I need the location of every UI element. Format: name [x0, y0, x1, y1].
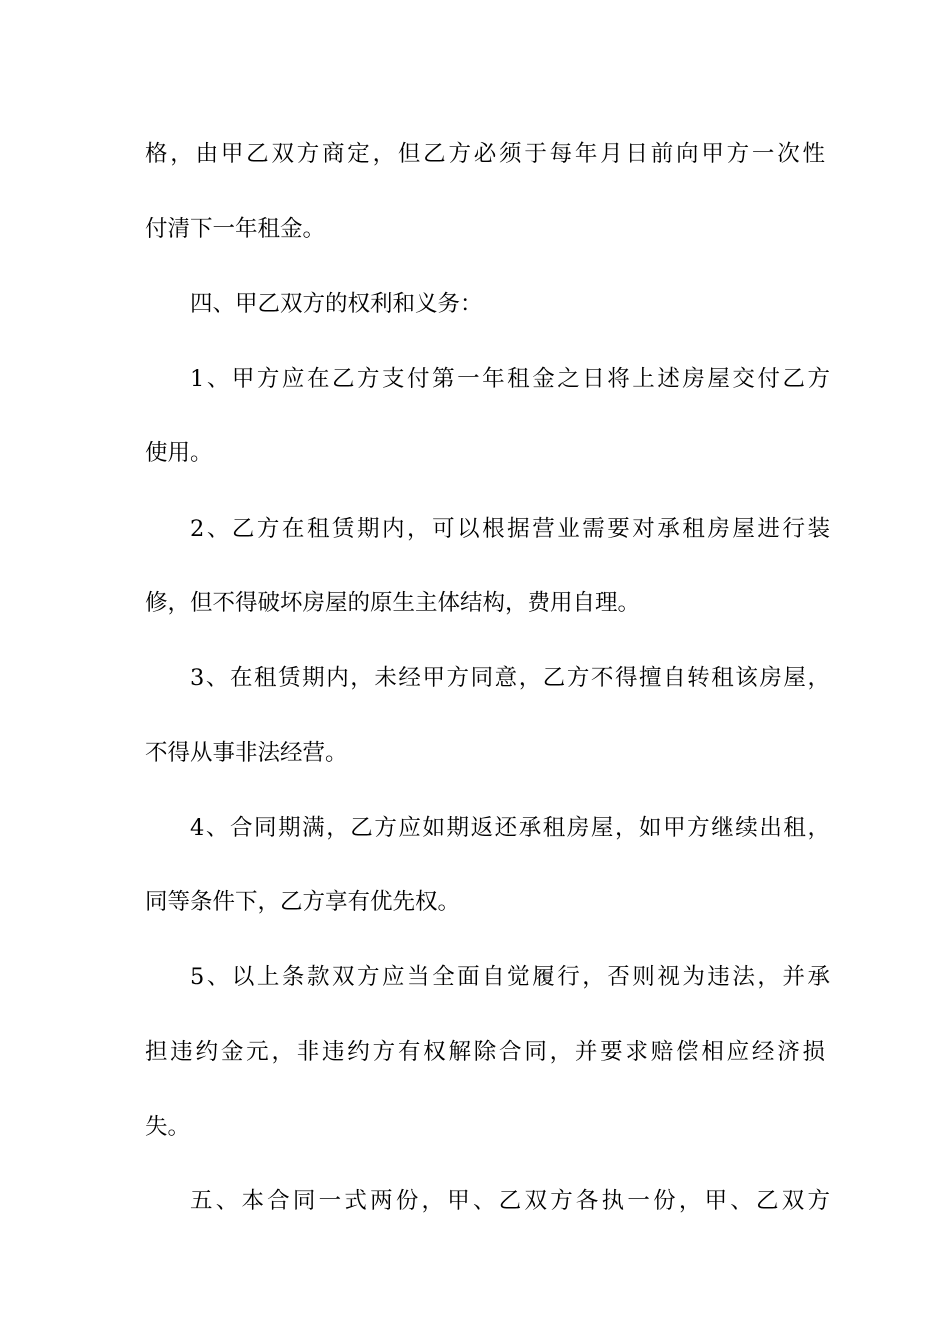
text-line: 付清下一年租金。 [145, 216, 326, 242]
text-line: 1、甲方应在乙方支付第一年租金之日将上述房屋交付乙方 [190, 366, 830, 392]
text-line: 失。 [145, 1114, 191, 1140]
text-line: 不得从事非法经营。 [145, 740, 348, 766]
text-line: 使用。 [145, 440, 213, 466]
text-line: 修，但不得破坏房屋的原生主体结构，费用自理。 [145, 590, 641, 616]
text-line: 同等条件下，乙方享有优先权。 [145, 889, 461, 915]
text-line: 担违约金元，非违约方有权解除合同，并要求赔偿相应经济损 [145, 1039, 825, 1065]
text-line: 格，由甲乙双方商定，但乙方必须于每年月日前向甲方一次性 [145, 141, 825, 167]
text-line: 2、乙方在租赁期内，可以根据营业需要对承租房屋进行装 [190, 516, 830, 542]
text-line: 5、以上条款双方应当全面自觉履行，否则视为违法，并承 [190, 964, 830, 990]
text-line: 4、合同期满，乙方应如期返还承租房屋，如甲方继续出租， [190, 815, 830, 841]
section-heading: 五、本合同一式两份，甲、乙双方各执一份，甲、乙双方 [190, 1188, 830, 1214]
text-line: 3、在租赁期内，未经甲方同意，乙方不得擅自转租该房屋， [190, 665, 830, 691]
section-heading: 四、甲乙双方的权利和义务： [190, 291, 483, 317]
